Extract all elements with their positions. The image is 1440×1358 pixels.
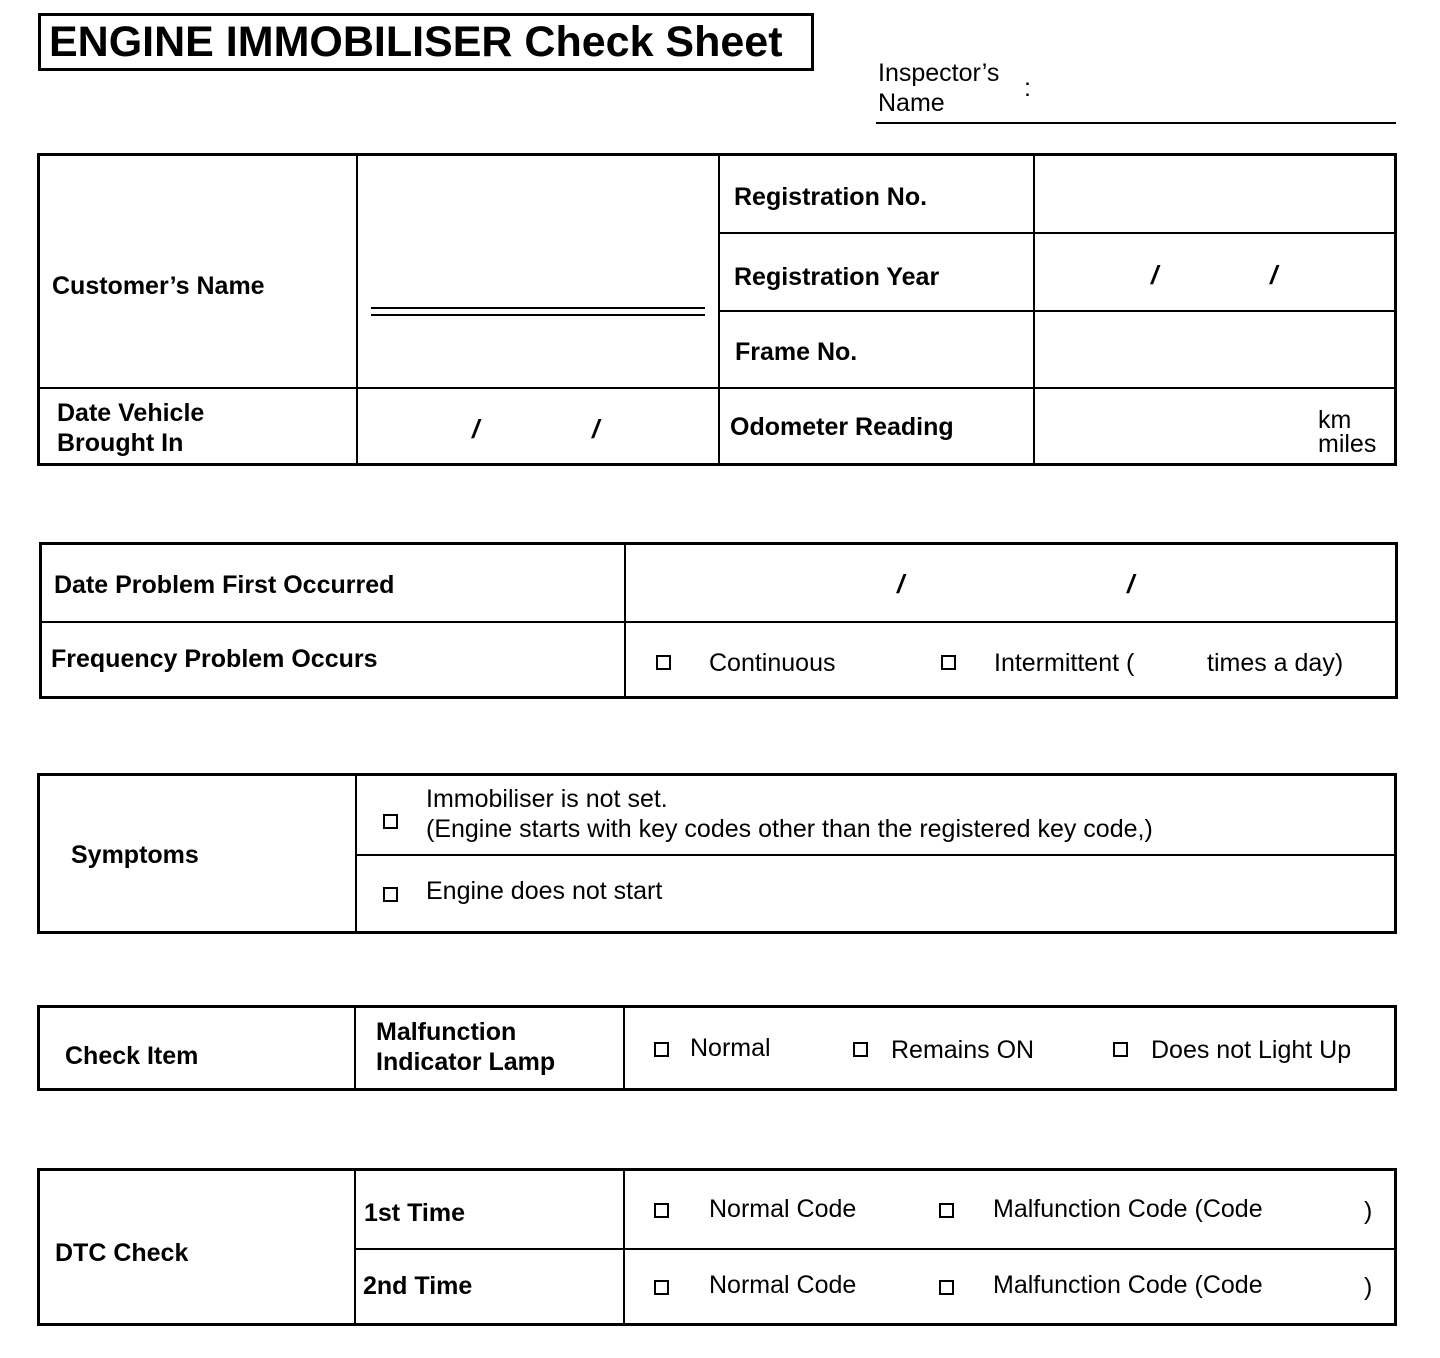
- dtc-second-time-label: 2nd Time: [363, 1272, 473, 1300]
- unit-miles: miles: [1318, 430, 1377, 458]
- inspector-label-line1: Inspector’s: [878, 59, 1000, 87]
- continuous-label: Continuous: [709, 649, 836, 677]
- dtc2-normal-code-checkbox[interactable]: [654, 1280, 669, 1295]
- date-first-occurred-label: Date Problem First Occurred: [54, 571, 395, 599]
- date-first-separator-2: /: [1127, 569, 1135, 599]
- frequency-label: Frequency Problem Occurs: [51, 645, 378, 673]
- intermittent-label: Intermittent (: [994, 649, 1135, 677]
- problem-table: [39, 542, 1398, 699]
- registration-year-label: Registration Year: [734, 263, 940, 291]
- symptom1-line2: (Engine starts with key codes other than the registered key code,): [426, 815, 1153, 843]
- page-title: ENGINE IMMOBILISER Check Sheet: [38, 13, 814, 71]
- inspector-label-line2: Name: [878, 89, 945, 117]
- date-brought-separator-2: /: [592, 414, 600, 444]
- reg-year-separator-2: /: [1270, 260, 1278, 290]
- symptoms-label: Symptoms: [71, 841, 199, 869]
- inspector-name-field[interactable]: [876, 122, 1396, 124]
- inspector-colon: :: [1024, 74, 1031, 102]
- engine-not-start-checkbox[interactable]: [383, 887, 398, 902]
- reg-year-separator-1: /: [1151, 260, 1159, 290]
- dtc1-normal-code-label: Normal Code: [709, 1195, 857, 1223]
- mil-line2: Indicator Lamp: [376, 1048, 556, 1076]
- vehicle-info-table: [37, 153, 1397, 466]
- dtc-first-time-label: 1st Time: [364, 1199, 465, 1227]
- dtc1-malfunction-code-checkbox[interactable]: [939, 1203, 954, 1218]
- date-brought-line2: Brought In: [57, 429, 184, 457]
- dtc1-malfunction-code-label: Malfunction Code (Code: [993, 1195, 1263, 1223]
- date-brought-separator-1: /: [472, 414, 480, 444]
- check-item-label: Check Item: [65, 1042, 199, 1070]
- check-item-table: [37, 1005, 1397, 1091]
- immobiliser-not-set-checkbox[interactable]: [383, 814, 398, 829]
- dtc2-malfunction-code-checkbox[interactable]: [939, 1280, 954, 1295]
- inspector-name-label: [878, 58, 999, 118]
- immobiliser-not-set-text: [426, 784, 1153, 844]
- unit-km: km: [1318, 406, 1352, 434]
- customer-name-label: Customer’s Name: [52, 272, 265, 300]
- mil-label: [376, 1017, 555, 1077]
- odometer-label: Odometer Reading: [730, 413, 954, 441]
- continuous-checkbox[interactable]: [656, 655, 671, 670]
- date-brought-line1: Date Vehicle: [57, 399, 205, 427]
- mil-remains-on-checkbox[interactable]: [853, 1042, 868, 1057]
- mil-normal-checkbox[interactable]: [654, 1042, 669, 1057]
- odometer-units: [1318, 408, 1376, 456]
- mil-normal-label: Normal: [690, 1034, 771, 1062]
- dtc2-normal-code-label: Normal Code: [709, 1271, 857, 1299]
- mil-does-not-light-label: Does not Light Up: [1151, 1036, 1352, 1064]
- registration-no-label: Registration No.: [734, 183, 928, 211]
- symptom1-line1: Immobiliser is not set.: [426, 785, 668, 813]
- dtc-check-table: [37, 1168, 1397, 1326]
- intermittent-checkbox[interactable]: [941, 655, 956, 670]
- dtc2-malfunction-code-label: Malfunction Code (Code: [993, 1271, 1263, 1299]
- dtc1-close-paren: ): [1364, 1197, 1373, 1225]
- times-a-day-label: times a day): [1207, 649, 1344, 677]
- dtc1-normal-code-checkbox[interactable]: [654, 1203, 669, 1218]
- date-brought-in-label: [57, 398, 204, 458]
- mil-does-not-light-checkbox[interactable]: [1113, 1042, 1128, 1057]
- symptoms-table: [37, 773, 1397, 934]
- dtc-check-label: DTC Check: [55, 1239, 189, 1267]
- mil-remains-on-label: Remains ON: [891, 1036, 1035, 1064]
- engine-not-start-label: Engine does not start: [426, 877, 663, 905]
- dtc2-close-paren: ): [1364, 1273, 1373, 1301]
- frame-no-label: Frame No.: [735, 338, 858, 366]
- date-first-separator-1: /: [897, 569, 905, 599]
- mil-line1: Malfunction: [376, 1018, 517, 1046]
